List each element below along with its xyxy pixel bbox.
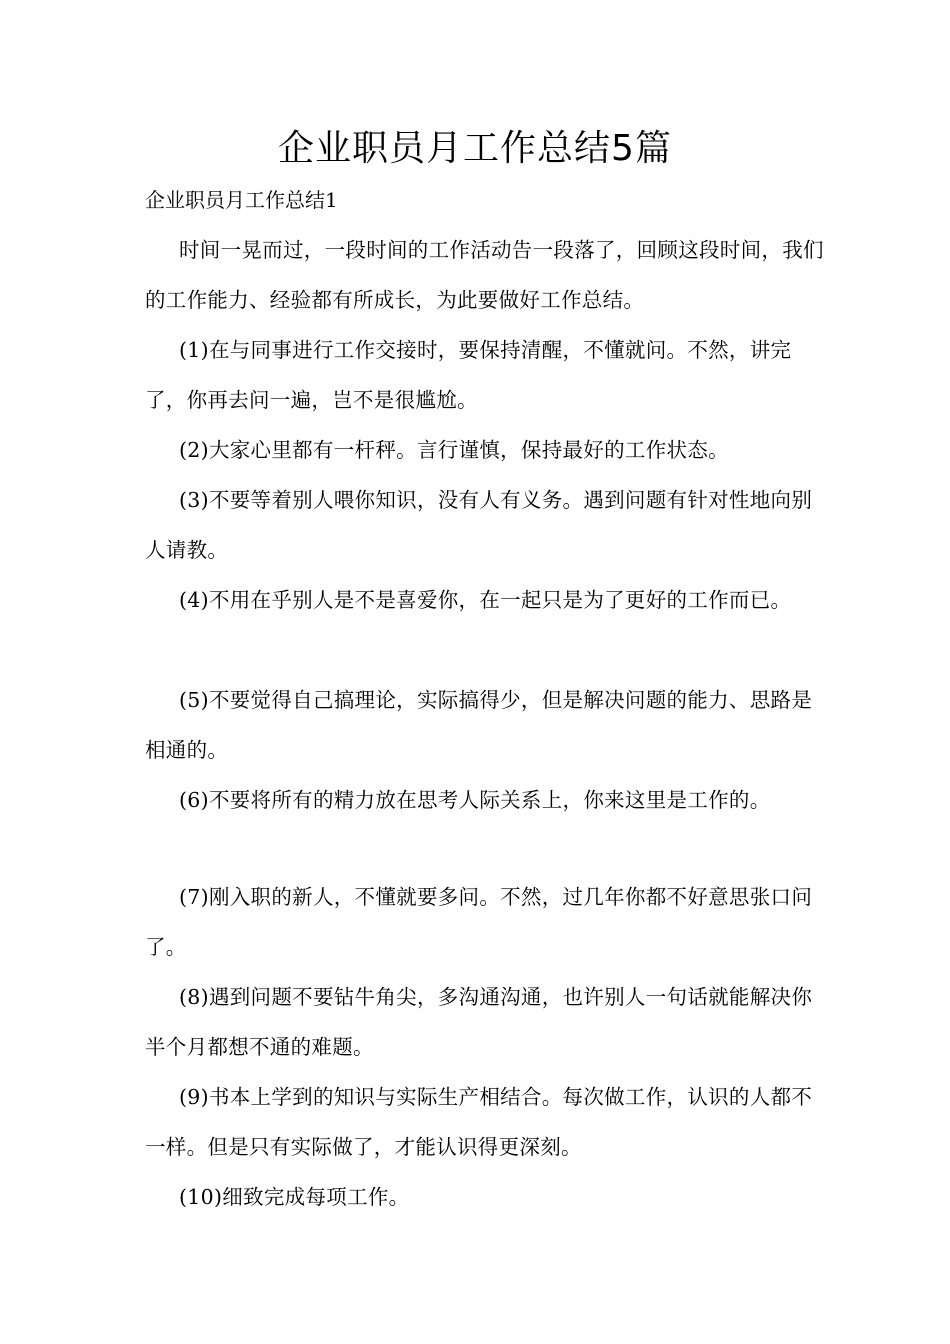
paragraph-item-9: (9)书本上学到的知识与实际生产相结合。每次做工作，认识的人都不一样。但是只有实际做了，才能认识得更深刻。 [145,1085,813,1159]
paragraph-intro: 时间一晃而过，一段时间的工作活动告一段落了，回顾这段时间，我们的工作能力、经验都有所成长，为此要做好工作总结。 [145,238,824,312]
paragraph-item-6: (6)不要将所有的精力放在思考人际关系上，你来这里是工作的。 [179,788,771,812]
paragraph-item-7: (7)刚入职的新人，不懂就要多问。不然，过几年你都不好意思张口问了。 [145,885,813,959]
paragraph-item-5: (5)不要觉得自己搞理论，实际搞得少，但是解决问题的能力、思路是相通的。 [145,688,813,762]
paragraph-item-8: (8)遇到问题不要钻牛角尖，多沟通沟通，也许别人一句话就能解决你半个月都想不通的难题。 [145,985,813,1059]
paragraph-item-3: (3)不要等着别人喂你知识，没有人有义务。遇到问题有针对性地向别人请教。 [145,488,813,562]
paragraph-item-4: (4)不用在乎别人是不是喜爱你，在一起只是为了更好的工作而已。 [179,588,792,612]
paragraph-item-10: (10)细致完成每项工作。 [179,1185,410,1209]
paragraph-item-2: (2)大家心里都有一杆秤。言行谨慎，保持最好的工作状态。 [179,438,729,462]
paragraph-item-1: (1)在与同事进行工作交接时，要保持清醒，不懂就问。不然，讲完了，你再去问一遍，岂不是很尴尬。 [145,338,792,412]
section-heading: 企业职员月工作总结1 [145,188,338,212]
document-title: 企业职员月工作总结5篇 [278,128,672,169]
